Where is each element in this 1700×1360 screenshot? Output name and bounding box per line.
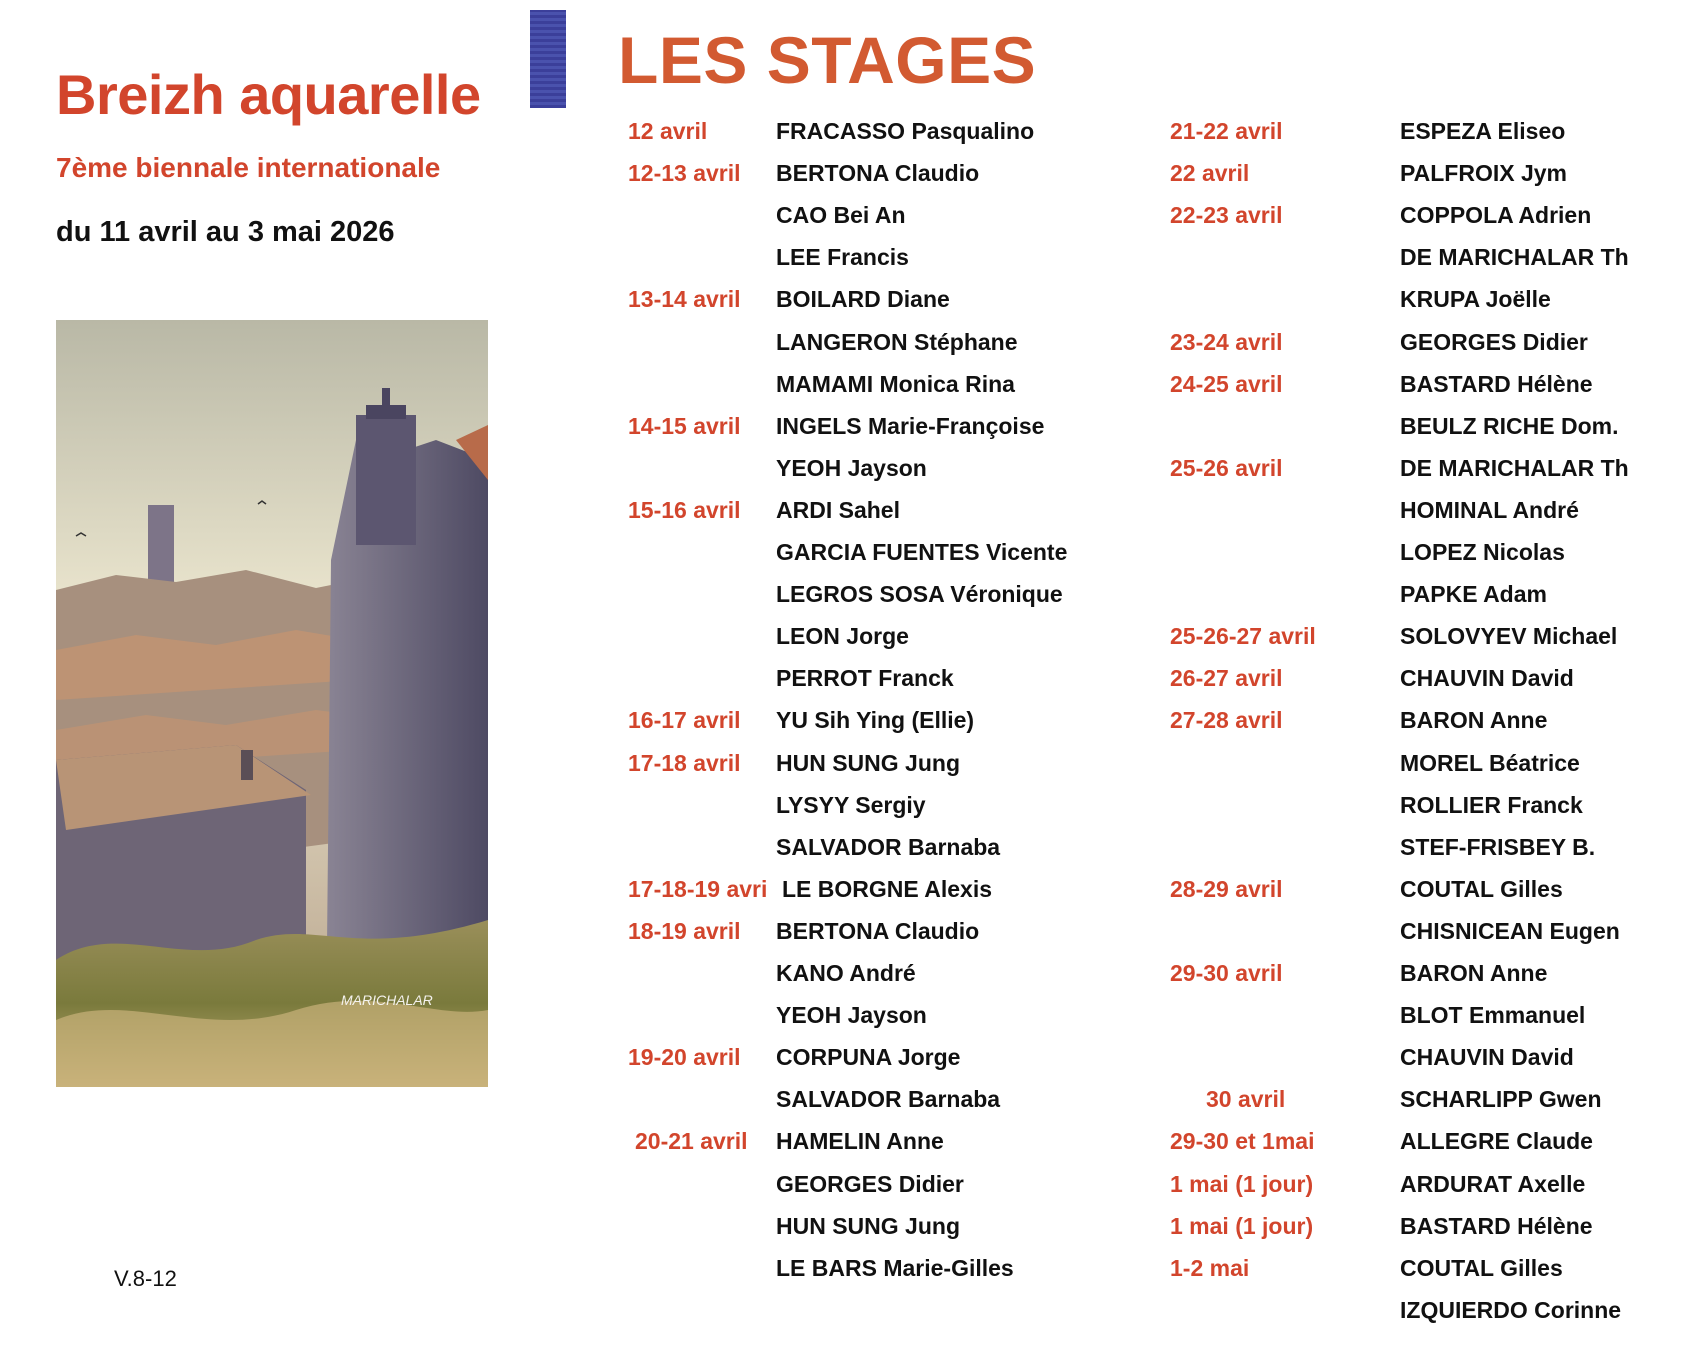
schedule-name: BLOT Emmanuel xyxy=(1400,1002,1586,1029)
schedule-name: CORPUNA Jorge xyxy=(776,1044,961,1071)
schedule-name: LE BORGNE Alexis xyxy=(782,875,993,902)
schedule-date: 28-29 avril xyxy=(1170,875,1283,902)
schedule-name: BASTARD Hélène xyxy=(1400,370,1593,397)
schedule-name: CHAUVIN David xyxy=(1400,665,1574,692)
main-tower xyxy=(356,415,416,545)
schedule-name: IZQUIERDO Corinne xyxy=(1400,1296,1622,1323)
schedule-date: 17-18-19 avri xyxy=(628,875,768,902)
schedule-name: COUTAL Gilles xyxy=(1400,1254,1563,1281)
schedule-name: HAMELIN Anne xyxy=(776,1128,944,1155)
schedule-name: GEORGES Didier xyxy=(1400,328,1588,355)
schedule-name: PAPKE Adam xyxy=(1400,581,1547,608)
schedule-name: CHAUVIN David xyxy=(1400,1044,1574,1071)
schedule-name: LEE Francis xyxy=(776,244,909,271)
schedule-name: DE MARICHALAR Th xyxy=(1400,244,1629,271)
schedule-date: 1 mai (1 jour) xyxy=(1170,1212,1314,1239)
schedule-date: 27-28 avril xyxy=(1170,707,1283,734)
schedule-name: GARCIA FUENTES Vicente xyxy=(776,539,1068,565)
schedule-name: SALVADOR Barnaba xyxy=(776,833,1001,860)
schedule-date: 23-24 avril xyxy=(1170,328,1283,355)
schedule-date: 18-19 avril xyxy=(628,917,741,944)
schedule-date: 17-18 avril xyxy=(628,749,741,776)
schedule-name: BASTARD Hélène xyxy=(1400,1212,1593,1239)
schedule-date: 1-2 mai xyxy=(1170,1254,1250,1281)
schedule-name: LOPEZ Nicolas xyxy=(1400,539,1565,565)
schedule-date: 29-30 et 1mai xyxy=(1170,1128,1315,1155)
watercolor-painting xyxy=(56,320,488,1087)
event-dates: du 11 avril au 3 mai 2026 xyxy=(56,216,395,248)
schedule-date: 12 avril xyxy=(628,118,708,144)
schedule-name: COPPOLA Adrien xyxy=(1400,202,1592,229)
schedule-date: 1 mai (1 jour) xyxy=(1170,1170,1314,1197)
schedule-name: PALFROIX Jym xyxy=(1400,160,1567,187)
schedule-name: HOMINAL André xyxy=(1400,496,1579,523)
schedule-name: SALVADOR Barnaba xyxy=(776,1086,1001,1113)
schedule-name: BOILARD Diane xyxy=(776,286,950,313)
version-label: V.8-12 xyxy=(114,1266,177,1291)
schedule-name: HUN SUNG Jung xyxy=(776,749,960,776)
schedule-name: INGELS Marie-Françoise xyxy=(776,412,1045,439)
schedule-name: ALLEGRE Claude xyxy=(1400,1128,1593,1155)
schedule-name: BARON Anne xyxy=(1400,707,1548,734)
schedule-date: 26-27 avril xyxy=(1170,665,1283,692)
schedule-name: ESPEZA Eliseo xyxy=(1400,118,1566,144)
schedule-name: MOREL Béatrice xyxy=(1400,749,1580,776)
schedule-name: BERTONA Claudio xyxy=(776,160,980,187)
painting-signature: MARICHALAR xyxy=(341,992,433,1008)
schedule-date: 20-21 avril xyxy=(635,1128,748,1155)
schedule-date: 16-17 avril xyxy=(628,707,741,734)
schedule-name: ROLLIER Franck xyxy=(1400,791,1583,818)
schedule-name: MAMAMI Monica Rina xyxy=(776,370,1015,397)
schedule-name: YEOH Jayson xyxy=(776,1002,927,1029)
schedule-name: PERROT Franck xyxy=(776,665,954,692)
schedule-date: 25-26-27 avril xyxy=(1170,623,1316,650)
schedule-date: 13-14 avril xyxy=(628,286,741,313)
schedule-name: BARON Anne xyxy=(1400,960,1548,986)
schedule-date: 15-16 avril xyxy=(628,496,741,523)
schedule-name: KANO André xyxy=(776,960,916,986)
schedule-name: LEGROS SOSA Véronique xyxy=(776,581,1063,608)
schedule-name: SCHARLIPP Gwen xyxy=(1400,1086,1602,1113)
chimney xyxy=(241,750,253,780)
schedule-name: KRUPA Joëlle xyxy=(1400,286,1551,313)
schedule-name: ARDURAT Axelle xyxy=(1400,1170,1586,1197)
schedule-date: 29-30 avril xyxy=(1170,960,1283,986)
schedule-name: LYSYY Sergiy xyxy=(776,791,926,818)
schedule-name: HUN SUNG Jung xyxy=(776,1212,960,1239)
schedule-date: 12-13 avril xyxy=(628,160,741,187)
schedule-name: LANGERON Stéphane xyxy=(776,328,1018,355)
schedule-name: SOLOVYEV Michael xyxy=(1400,623,1618,650)
schedule-date: 21-22 avril xyxy=(1170,118,1283,144)
brand-title: Breizh aquarelle xyxy=(56,63,481,126)
schedule-name: BEULZ RICHE Dom. xyxy=(1400,412,1619,439)
schedule-name: CAO Bei An xyxy=(776,202,906,229)
schedule-name: BERTONA Claudio xyxy=(776,917,980,944)
schedule-name: DE MARICHALAR Th xyxy=(1400,454,1629,481)
schedule-date: 30 avril xyxy=(1206,1086,1286,1113)
schedule-name: LEON Jorge xyxy=(776,623,909,650)
decorative-blue-bar xyxy=(530,10,566,108)
schedule-date: 22 avril xyxy=(1170,160,1250,187)
schedule-date: 19-20 avril xyxy=(628,1044,741,1071)
schedule-name: ARDI Sahel xyxy=(776,496,900,523)
schedule-name: STEF-FRISBEY B. xyxy=(1400,833,1596,860)
schedule-date: 24-25 avril xyxy=(1170,370,1283,397)
stages-heading: LES STAGES xyxy=(618,23,1037,97)
schedule-name: YU Sih Ying (Ellie) xyxy=(776,707,975,734)
schedule-name: FRACASSO Pasqualino xyxy=(776,118,1035,144)
schedule-date: 22-23 avril xyxy=(1170,202,1283,229)
schedule-name: YEOH Jayson xyxy=(776,454,927,481)
schedule-name: GEORGES Didier xyxy=(776,1170,964,1197)
schedule-date: 25-26 avril xyxy=(1170,454,1283,481)
schedule-date: 14-15 avril xyxy=(628,412,741,439)
schedule-name: CHISNICEAN Eugen xyxy=(1400,917,1620,944)
edition-subtitle: 7ème biennale internationale xyxy=(56,152,441,183)
schedule-name: LE BARS Marie-Gilles xyxy=(776,1254,1014,1281)
schedule-name: COUTAL Gilles xyxy=(1400,875,1563,902)
